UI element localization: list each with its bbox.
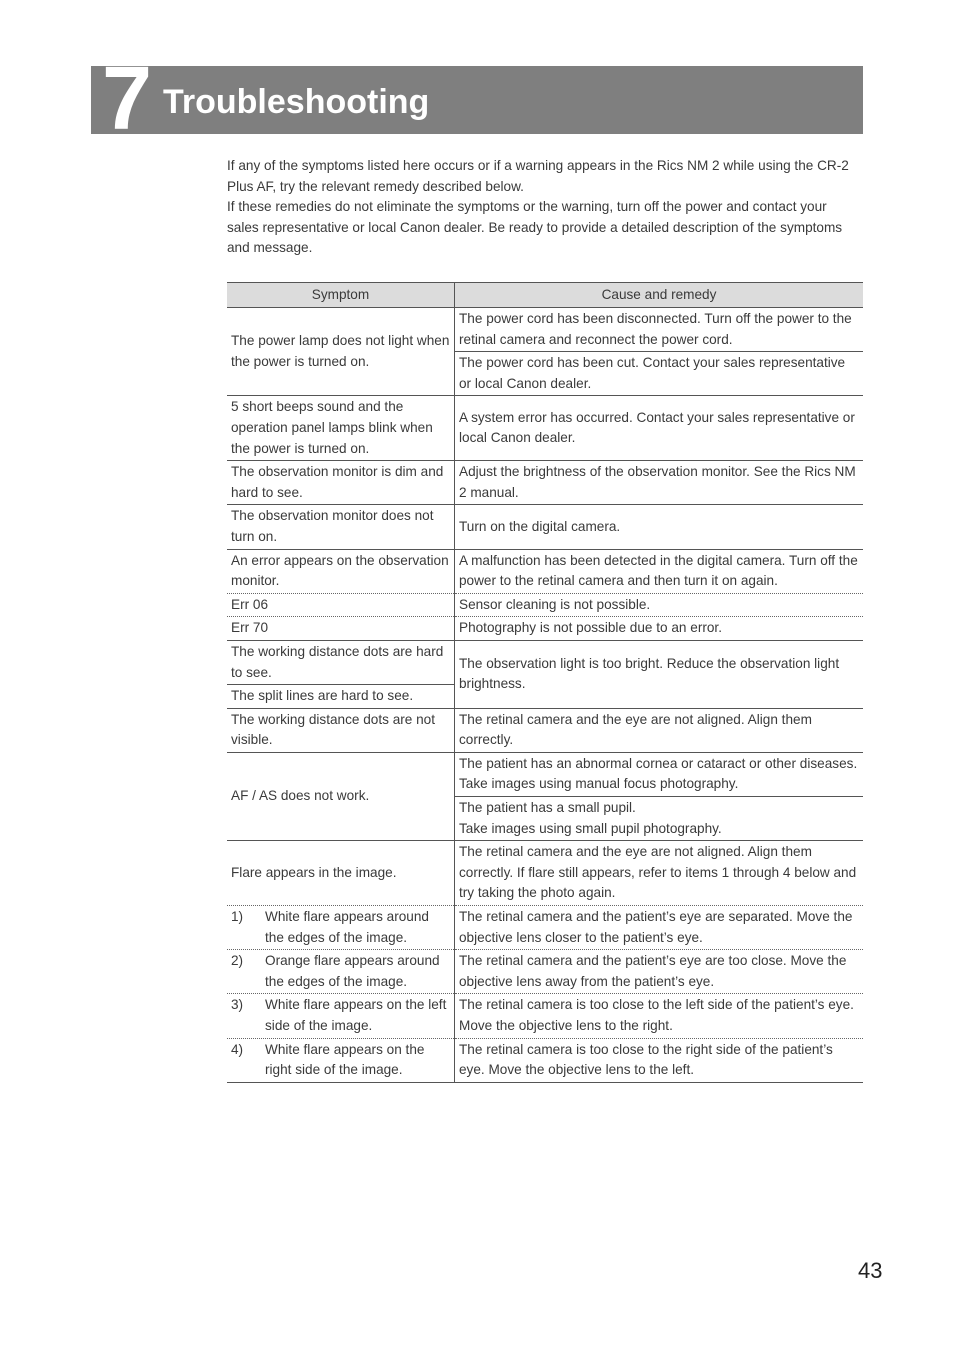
remedy-cell bbox=[455, 797, 864, 841]
table-row bbox=[227, 617, 863, 641]
remedy-cell: Turn on the digital camera. bbox=[455, 505, 864, 549]
symptom-cell: Flare appears in the image. bbox=[227, 841, 455, 906]
remedy-cell bbox=[455, 752, 864, 796]
table-row bbox=[227, 841, 863, 906]
remedy-cell: The retinal camera and the patient’s eye are too close. Move the objective lens away from the patient’s eye. bbox=[455, 950, 864, 994]
item-symptom: Orange flare appears around the edges of the image. bbox=[265, 953, 440, 989]
table-row bbox=[227, 640, 863, 684]
remedy-cell: Photography is not possible due to an error. bbox=[455, 617, 864, 641]
header-cause-remedy: Cause and remedy bbox=[455, 283, 864, 308]
remedy-cell: The retinal camera and the eye are not aligned. Align them correctly. bbox=[455, 708, 864, 752]
intro-paragraph: If these remedies do not eliminate the symptoms or the warning, turn off the power and contact your sales representative or local Canon dealer. Be ready to provide a detailed description of the symptoms and message. bbox=[227, 199, 843, 256]
item-number: 2) bbox=[231, 953, 244, 969]
chapter-number: 7 bbox=[102, 49, 153, 149]
item-symptom: White flare appears around the edges of the image. bbox=[265, 909, 429, 945]
table-row bbox=[227, 950, 863, 994]
remedy-cell: The retinal camera and the patient’s eye are separated. Move the objective lens closer to the patient’s eye. bbox=[455, 906, 864, 950]
symptom-cell bbox=[227, 950, 455, 994]
remedy-line: Take images using manual focus photography. bbox=[459, 776, 739, 792]
intro-paragraph: If any of the symptoms listed here occurs or if a warning appears in the Rics NM 2 while using the CR-2 Plus AF, try the relevant remedy described below. bbox=[227, 158, 849, 194]
remedy-cell: A malfunction has been detected in the digital camera. Turn off the power to the retinal camera and then turn it on again. bbox=[455, 549, 864, 593]
symptom-cell: The working distance dots are not visible. bbox=[227, 708, 455, 752]
table-row bbox=[227, 752, 863, 796]
table-row bbox=[227, 549, 863, 593]
symptom-cell: AF / AS does not work. bbox=[227, 752, 455, 840]
page-title: Troubleshooting bbox=[163, 83, 430, 121]
table-row bbox=[227, 461, 863, 505]
header-symptom: Symptom bbox=[227, 283, 455, 308]
remedy-line: Take images using small pupil photography. bbox=[459, 820, 722, 836]
symptom-cell: The power lamp does not light when the power is turned on. bbox=[227, 308, 455, 396]
remedy-cell: The power cord has been cut. Contact your sales representative or local Canon dealer. bbox=[455, 352, 864, 396]
symptom-cell: Err 06 bbox=[227, 593, 455, 617]
symptom-cell: The working distance dots are hard to see. bbox=[227, 640, 455, 684]
troubleshooting-table bbox=[227, 282, 863, 1083]
symptom-cell bbox=[227, 1038, 455, 1082]
table-row bbox=[227, 593, 863, 617]
remedy-cell: The observation light is too bright. Reduce the observation light brightness. bbox=[455, 640, 864, 708]
remedy-cell: The retinal camera is too close to the right side of the patient’s eye. Move the objective lens to the left. bbox=[455, 1038, 864, 1082]
remedy-line: The patient has an abnormal cornea or cataract or other diseases. bbox=[459, 755, 858, 771]
table-row bbox=[227, 505, 863, 549]
item-number: 4) bbox=[231, 1041, 244, 1057]
table-row bbox=[227, 708, 863, 752]
symptom-cell: The observation monitor is dim and hard to see. bbox=[227, 461, 455, 505]
item-symptom: White flare appears on the left side of the image. bbox=[265, 997, 447, 1033]
item-number: 1) bbox=[231, 909, 244, 925]
symptom-cell bbox=[227, 994, 455, 1038]
page-number: 43 bbox=[858, 1258, 883, 1283]
intro-text bbox=[227, 156, 857, 259]
item-symptom: White flare appears on the right side of the image. bbox=[265, 1041, 425, 1078]
symptom-cell: Err 70 bbox=[227, 617, 455, 641]
symptom-cell: 5 short beeps sound and the operation panel lamps blink when the power is turned on. bbox=[227, 396, 455, 461]
symptom-cell bbox=[227, 906, 455, 950]
remedy-cell: Adjust the brightness of the observation monitor. See the Rics NM 2 manual. bbox=[455, 461, 864, 505]
remedy-cell: The power cord has been disconnected. Turn off the power to the retinal camera and reconnect the power cord. bbox=[455, 308, 864, 352]
remedy-cell: The retinal camera is too close to the left side of the patient’s eye. Move the objective lens to the right. bbox=[455, 994, 864, 1038]
remedy-cell: The retinal camera and the eye are not aligned. Align them correctly. If flare still appears, refer to items 1 through 4 below and try taking the photo again. bbox=[455, 841, 864, 906]
remedy-cell: Sensor cleaning is not possible. bbox=[455, 593, 864, 617]
table-row bbox=[227, 308, 863, 352]
symptom-cell: An error appears on the observation monitor. bbox=[227, 549, 455, 593]
item-number: 3) bbox=[231, 997, 244, 1013]
remedy-cell: A system error has occurred. Contact your sales representative or local Canon dealer. bbox=[455, 396, 864, 461]
symptom-cell: The split lines are hard to see. bbox=[227, 685, 455, 709]
table-row bbox=[227, 994, 863, 1038]
table-row bbox=[227, 396, 863, 461]
table-row bbox=[227, 906, 863, 950]
table-row bbox=[227, 1038, 863, 1082]
symptom-cell: The observation monitor does not turn on. bbox=[227, 505, 455, 549]
remedy-line: The patient has a small pupil. bbox=[459, 800, 636, 816]
